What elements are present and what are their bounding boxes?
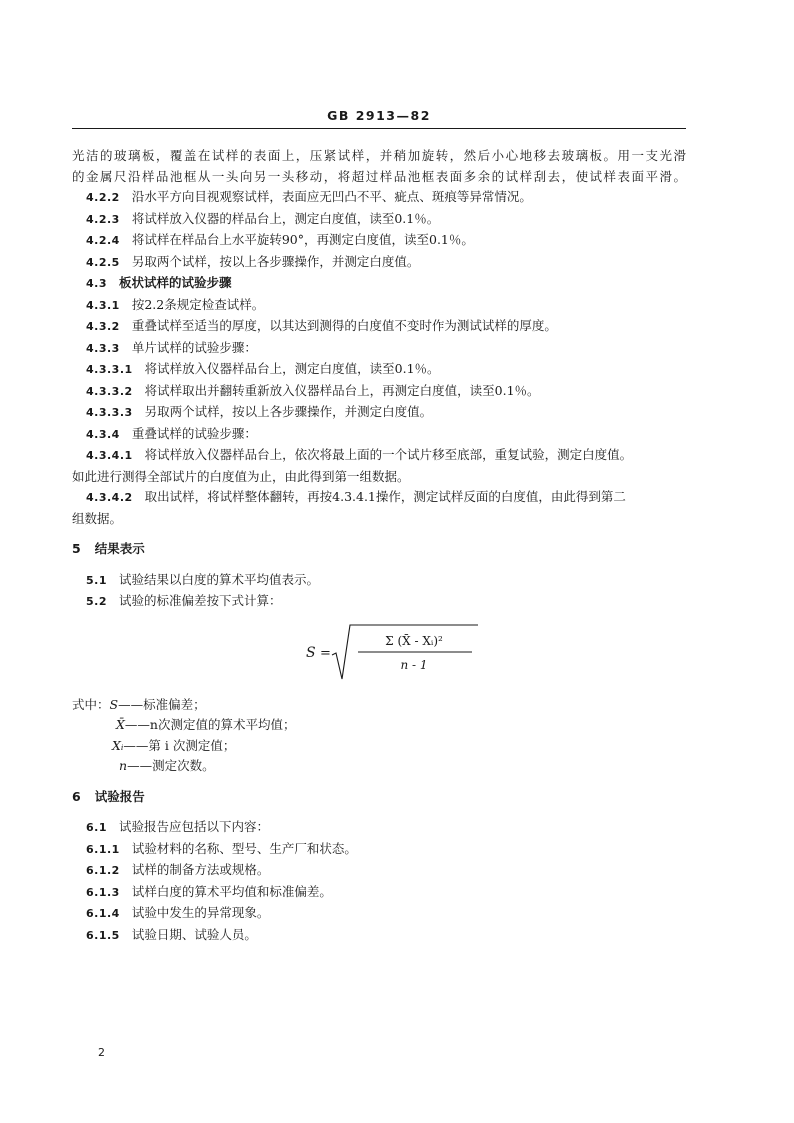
- clause-text: 试验材料的名称、型号、生产厂和状态。: [131, 840, 357, 856]
- continuation-line-1: 光洁的玻璃板，覆盖在试样的表面上，压紧试样，并稍加旋转，然后小心地移去玻璃板。用一支光滑: [72, 148, 686, 163]
- variable-definitions: [72, 695, 686, 777]
- clause-text: 试验报告应包括以下内容：: [119, 819, 270, 834]
- clause-text: 试验日期、试验人员。: [131, 926, 257, 942]
- var-symbol: X̄: [116, 717, 125, 732]
- where-row-xbar: [72, 715, 686, 736]
- var-desc: ——测定次数。: [127, 758, 215, 773]
- clause-text: 重叠试样至适当的厚度，以其达到测得的白度值不变时作为测试试样的厚度。: [131, 318, 557, 333]
- section-number: 6: [72, 788, 81, 804]
- var-symbol: S: [109, 696, 119, 712]
- clause-4-3-3-3: [72, 402, 686, 424]
- var-desc: ——标准偏差；: [118, 696, 206, 712]
- clause-number: 4.3.1: [86, 298, 120, 312]
- clause-number: 4.3: [86, 277, 107, 290]
- clause-text: 将试样在样品台上水平旋转90°，再测定白度值，读至0.1％。: [131, 232, 474, 247]
- clause-6-1: [72, 817, 686, 839]
- clause-number: 4.3.4: [86, 427, 120, 441]
- page-header: GB 2913—82: [327, 108, 431, 123]
- clause-number: 4.2.2: [86, 191, 120, 204]
- clause-number: 4.3.4.2: [86, 491, 133, 504]
- std-dev-formula: [72, 621, 686, 685]
- formula-denominator: n - 1: [400, 657, 428, 672]
- clause-5-1: [72, 570, 686, 592]
- clause-4-3-3: [72, 338, 686, 360]
- section-5-heading: [72, 539, 686, 560]
- clause-number: 6.1.4: [86, 907, 120, 920]
- clause-text: 试验的标准偏差按下式计算：: [119, 593, 282, 608]
- clause-6-1-2: [72, 860, 686, 882]
- var-symbol: Xᵢ: [112, 737, 124, 753]
- clause-text: 将试样放入仪器样品台上，测定白度值，读至0.1％。: [144, 361, 440, 376]
- clause-number: 5.2: [86, 595, 107, 608]
- clause-number: 4.2.4: [86, 234, 120, 247]
- clause-text: 试验结果以白度的算术平均值表示。: [119, 571, 320, 587]
- clause-4-3-4: [72, 424, 686, 446]
- clause-text: 单片试样的试验步骤：: [131, 339, 257, 355]
- clause-text: 将试样放入仪器的样品台上，测定白度值，读至0.1％。: [131, 210, 440, 226]
- continuation-line-2: 的金属尺沿样品池框从一头向另一头移动，将超过样品池框表面多余的试样刮去，使试样表面平滑。: [72, 168, 686, 184]
- clause-number: 6.1.5: [86, 928, 120, 942]
- where-row-n: [72, 756, 686, 777]
- clause-4-3-4-1: [72, 445, 686, 467]
- where-prefix: 式中：: [72, 696, 110, 712]
- clause-text: 取出试样，将试样整体翻转，再按4.3.4.1操作，测定试样反面的白度值，由此得到第二: [144, 489, 626, 504]
- clause-6-1-5: [72, 925, 686, 947]
- clause-4-3-4-1-cont: 如此进行测得全部试片的白度值为止，由此得到第一组数据。: [72, 468, 410, 484]
- clause-6-1-3: [72, 882, 686, 904]
- clause-4-2-4: [72, 230, 686, 252]
- clause-number: 5.1: [86, 573, 107, 587]
- var-symbol: n: [119, 758, 128, 773]
- clause-number: 4.3.3.2: [86, 384, 133, 398]
- clause-text: 重叠试样的试验步骤：: [131, 425, 257, 441]
- clause-number: 6.1.1: [86, 842, 120, 856]
- clause-text: 试样白度的算术平均值和标准偏差。: [131, 883, 332, 899]
- where-row-xi: [72, 736, 686, 757]
- clause-number: 4.3.4.1: [86, 449, 133, 462]
- formula-lhs: S: [306, 644, 316, 661]
- heading-4-3: [72, 273, 686, 295]
- section-6-heading: [72, 787, 686, 808]
- clause-4-3-3-2: [72, 381, 686, 403]
- clause-number: 4.3.3.3: [86, 406, 133, 419]
- heading-text: 板状试样的试验步骤: [119, 275, 232, 290]
- clause-text: 将试样放入仪器样品台上，依次将最上面的一个试片移至底部，重复试验，测定白度值。: [144, 447, 633, 462]
- clause-number: 4.2.3: [86, 212, 120, 226]
- clause-4-2-2: [72, 187, 686, 209]
- clause-text: 沿水平方向目视观察试样，表面应无凹凸不平、疵点、斑痕等异常情况。: [131, 189, 532, 204]
- clause-number: 4.3.3: [86, 341, 120, 355]
- clause-number: 4.2.5: [86, 255, 120, 269]
- clause-number: 6.1.3: [86, 885, 120, 899]
- clause-4-3-4-2: [72, 487, 686, 509]
- clause-4-3-2: [72, 316, 686, 338]
- clause-number: 6.1: [86, 821, 107, 834]
- clause-5-2: [72, 591, 686, 613]
- page-number: 2: [98, 1046, 105, 1059]
- clause-number: 6.1.2: [86, 864, 120, 877]
- clause-text: 另取两个试样，按以上各步骤操作，并测定白度值。: [144, 404, 433, 419]
- header-rule: [72, 128, 686, 129]
- clause-4-3-4-2-cont: 组数据。: [72, 510, 123, 526]
- section-number: 5: [72, 541, 81, 556]
- section-title: 结果表示: [94, 541, 145, 556]
- clause-6-1-1: [72, 839, 686, 861]
- clause-6-1-4: [72, 903, 686, 925]
- clause-text: 另取两个试样，按以上各步骤操作，并测定白度值。: [131, 253, 420, 269]
- clause-number: 4.3.3.1: [86, 363, 133, 376]
- var-desc: ——第 i 次测定值；: [123, 737, 236, 753]
- clause-text: 试样的制备方法或规格。: [131, 862, 270, 877]
- formula-numerator: Σ (X̄ - Xᵢ)²: [385, 633, 443, 648]
- var-desc: ——n次测定值的算术平均值；: [124, 717, 296, 732]
- where-row-s: [72, 695, 686, 716]
- clause-4-3-1: [72, 295, 686, 317]
- clause-4-2-5: [72, 252, 686, 274]
- clause-4-3-3-1: [72, 359, 686, 381]
- clause-number: 4.3.2: [86, 320, 120, 333]
- formula-graphic: [302, 621, 482, 685]
- section-title: 试验报告: [94, 788, 145, 804]
- clause-4-2-3: [72, 209, 686, 231]
- clause-text: 将试样取出并翻转重新放入仪器样品台上，再测定白度值，读至0.1％。: [144, 382, 540, 398]
- clause-text: 按2.2条规定检查试样。: [131, 296, 265, 312]
- clause-text: 试验中发生的异常现象。: [131, 905, 270, 920]
- document-body: [72, 146, 686, 946]
- formula-equals: =: [320, 645, 331, 661]
